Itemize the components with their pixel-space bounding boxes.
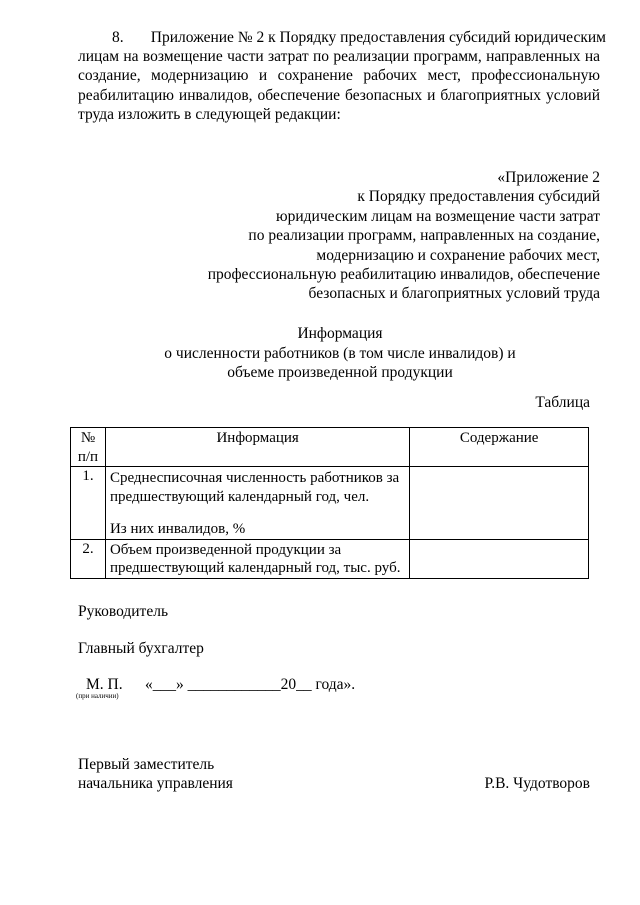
info-title-line: объеме произведенной продукции xyxy=(227,364,453,381)
deputy-title: начальника управления xyxy=(78,775,233,792)
intro-line: труда изложить в следующей редакции: xyxy=(78,105,341,123)
info-title-line: о численности работников (в том числе инвалидов) и xyxy=(164,344,516,362)
row-content xyxy=(410,467,589,540)
appendix-line: безопасных и благоприятных условий труда xyxy=(308,285,600,303)
table-caption: Таблица xyxy=(535,394,590,411)
row-info: Объем произведенной продукции за предшествующий календарный год, тыс. руб. xyxy=(105,539,409,578)
deputy-name: Р.В. Чудотворов xyxy=(484,775,590,792)
appendix-line: «Приложение 2 xyxy=(497,169,600,186)
header-number: № п/п xyxy=(71,428,106,467)
row-number: 2. xyxy=(71,539,106,578)
appendix-line: профессиональную реабилитацию инвалидов, обеспечение xyxy=(207,266,600,284)
appendix-line: модернизацию и сохранение рабочих мест, xyxy=(316,246,600,264)
intro-line: реабилитацию инвалидов, обеспечение безопасных и благоприятных условий xyxy=(78,86,600,104)
info-title-line: Информация xyxy=(297,325,383,342)
appendix-line: по реализации программ, направленных на создание, xyxy=(248,227,600,245)
intro-line: создание, модернизацию и сохранение рабочих мест, профессиональную xyxy=(78,67,600,85)
head-label: Руководитель xyxy=(78,603,169,620)
date-line: «___» ____________20__ года». xyxy=(145,676,356,693)
row-content xyxy=(410,539,589,578)
seal-note: (при наличии) xyxy=(76,692,119,700)
appendix-line: к Порядку предоставления субсидий xyxy=(357,188,600,206)
amendment-paragraph xyxy=(78,28,606,124)
header-information: Информация xyxy=(105,428,409,467)
appendix-heading xyxy=(180,168,600,304)
table-row xyxy=(71,539,589,578)
row-number: 1. xyxy=(71,467,106,540)
header-content: Содержание xyxy=(410,428,589,467)
table-row xyxy=(71,467,589,540)
row-info-text: Среднесписочная численность работников за предшествующий календарный год, чел. xyxy=(109,470,400,505)
accountant-label: Главный бухгалтер xyxy=(78,640,204,657)
seal-label: М. П. xyxy=(86,676,123,693)
row-info-subtext: Из них инвалидов, % xyxy=(109,521,246,537)
deputy-title: Первый заместитель xyxy=(78,756,215,773)
table-header-row xyxy=(71,428,589,467)
intro-line: 8. Приложение № 2 к Порядку предоставления субсидий юридическим xyxy=(112,29,606,46)
appendix-line: юридическим лицам на возмещение части затрат xyxy=(276,207,600,225)
intro-line: лицам на возмещение части затрат по реализации программ, направленных на xyxy=(78,48,600,66)
info-title xyxy=(110,324,570,383)
row-info xyxy=(105,467,409,540)
info-table xyxy=(70,427,589,579)
